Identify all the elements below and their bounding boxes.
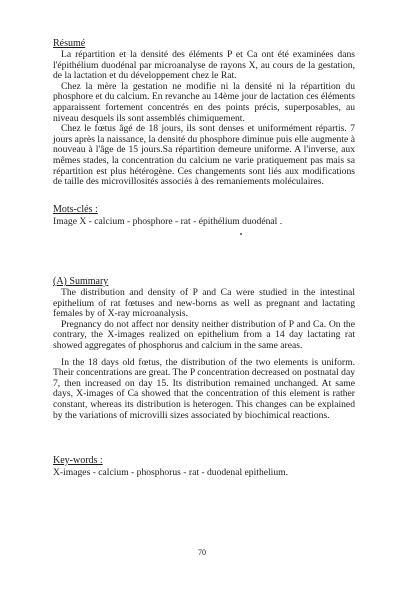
mots-cles-heading: Mots-clés :: [53, 204, 98, 215]
stray-dot: [240, 233, 242, 235]
key-words-heading: Key-words :: [53, 455, 103, 466]
resume-paragraph-1: La répartition et la densité des éléments P et Ca ont été examinées dans l'épithélium duodénal par microanalyse de rayons X, au cours de la gestation, de la lactation et du développement chez le Rat.: [53, 49, 355, 82]
resume-section: [53, 38, 355, 188]
mots-cles-section: [53, 204, 355, 227]
mots-cles-text: Image X - calcium - phosphore - rat - épithélium duodénal .: [53, 216, 283, 227]
resume-paragraph-2: Chez la mère la gestation ne modifie ni la densité ni la répartition du phosphore et du calcium. En revanche au 14ème jour de lactation ces éléments apparaissent fortement concentrés en des points précis, superposables, au niveau desquels ils sont assemblés chimiquement.: [53, 80, 355, 124]
summary-paragraph-1: The distribution and density of P and Ca were studied in the intestinal epithelium of rat fœtuses and new-borns as well as pregnant and lactating females by of X-ray microanalysis.: [53, 287, 355, 320]
summary-paragraph-3: In the 18 days old fœtus, the distribution of the two elements is uniform. Their concentrations are great. The P concentration decreased on postnatal day 7, then increased on day 15. Its distribution remained unchanged. At same days, X-images of Ca showed that the concentration of this element is rather constant, whereas its distribution is heterogen. This changes can be explained by the variations of microvilli sizes associated by biochimical reactions.: [53, 356, 355, 421]
key-words-text: X-images - calcium - phosphorus - rat - duodenal epithelium.: [53, 467, 288, 478]
summary-section: [53, 276, 355, 421]
page-number: 70: [198, 548, 206, 557]
resume-heading: Résumé: [53, 38, 86, 49]
summary-paragraph-2: Pregnancy do not affect nor density neither distribution of P and Ca. On the contrary, the X-images realized on epithelium from a 14 day lactating rat showed aggregates of phosphorus and calcium in the same areas.: [53, 318, 355, 351]
key-words-section: [53, 455, 355, 478]
resume-paragraph-3: Chez le fœtus âgé de 18 jours, ils sont denses et uniformément répartis. 7 jours après la naissance, la densité du phosphore diminue puis elle augmente à nouveau à l'âge de 15 jours.Sa répartition demeure uniforme. A l'inverse, aux mêmes stades, la concentration du calcium ne varie pratiquement pas mais sa répartition est plus hétérogène. Ces changements sont liés aux modifications de taille des microvillosités associés à des remaniements moléculaires.: [53, 123, 355, 188]
summary-heading: (A) Summary: [53, 276, 109, 287]
